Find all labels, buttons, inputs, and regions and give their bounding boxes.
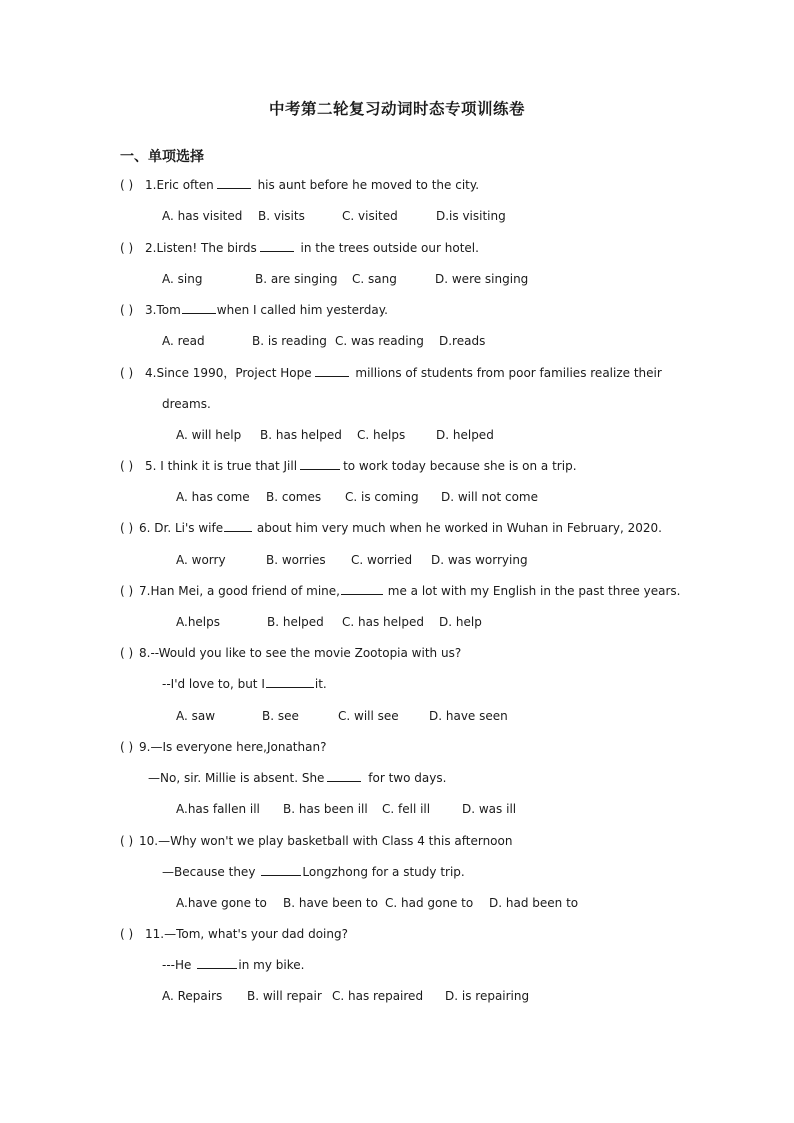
option-b[interactable]: B. has been ill — [283, 802, 368, 816]
question-stem: 2.Listen! The birds in the trees outside our hotel. — [145, 241, 479, 255]
answer-blank[interactable] — [261, 863, 301, 876]
question-stem-continued: ---He in my bike. — [162, 958, 305, 972]
option-b[interactable]: B. visits — [258, 209, 305, 223]
question-stem: 3.Tom when I called him yesterday. — [145, 303, 388, 317]
answer-blank[interactable] — [197, 956, 237, 969]
option-b[interactable]: B. is reading — [252, 334, 327, 348]
option-a[interactable]: A.helps — [176, 615, 221, 629]
answer-blank[interactable] — [315, 364, 349, 377]
option-b[interactable]: B. has helped — [260, 428, 342, 442]
question-stem: 7.Han Mei, a good friend of mine, me a lot with my English in the past three years. — [139, 584, 681, 598]
option-c[interactable]: C. worried — [351, 553, 413, 567]
option-d[interactable]: D. was worrying — [431, 553, 528, 567]
option-a[interactable]: A.have gone to — [176, 896, 267, 910]
option-a[interactable]: A. sing — [162, 272, 203, 286]
question-stem: 1.Eric often his aunt before he moved to the city. — [145, 178, 480, 192]
answer-blank[interactable] — [327, 769, 361, 782]
option-d[interactable]: D.reads — [439, 334, 486, 348]
question-stem-continued: —Because they Longzhong for a study trip. — [162, 865, 465, 879]
option-c[interactable]: C. had gone to — [385, 896, 474, 910]
answer-slot[interactable]: ( ) — [120, 241, 134, 255]
question-stem-continued: dreams. — [162, 397, 211, 411]
answer-slot[interactable]: ( ) — [120, 834, 134, 848]
question-stem: 9.—Is everyone here,Jonathan? — [139, 740, 327, 754]
option-b[interactable]: B. worries — [266, 553, 326, 567]
question-stem: 8.--Would you like to see the movie Zootopia with us? — [139, 646, 462, 660]
answer-blank[interactable] — [260, 239, 294, 252]
answer-slot[interactable]: ( ) — [120, 646, 134, 660]
answer-slot[interactable]: ( ) — [120, 303, 134, 317]
question-stem: 11.—Tom, what's your dad doing? — [145, 927, 348, 941]
answer-slot[interactable]: ( ) — [120, 740, 134, 754]
option-b[interactable]: B. comes — [266, 490, 322, 504]
answer-blank[interactable] — [300, 457, 340, 470]
option-d[interactable]: D. will not come — [441, 490, 538, 504]
option-a[interactable]: A. read — [162, 334, 205, 348]
answer-slot[interactable]: ( ) — [120, 178, 134, 192]
option-a[interactable]: A. will help — [176, 428, 242, 442]
answer-slot[interactable]: ( ) — [120, 366, 134, 380]
option-a[interactable]: A. has come — [176, 490, 250, 504]
answer-slot[interactable]: ( ) — [120, 521, 134, 535]
answer-blank[interactable] — [341, 582, 383, 595]
option-c[interactable]: C. will see — [338, 709, 399, 723]
answer-slot[interactable]: ( ) — [120, 584, 134, 598]
option-a[interactable]: A. Repairs — [162, 989, 223, 1003]
question-stem: 4.Since 1990，Project Hope millions of students from poor families realize their — [145, 366, 662, 380]
option-c[interactable]: C. has repaired — [332, 989, 424, 1003]
answer-blank[interactable] — [182, 301, 216, 314]
question-stem: 5. I think it is true that Jill to work today because she is on a trip. — [145, 459, 577, 473]
option-c[interactable]: C. was reading — [335, 334, 424, 348]
answer-blank[interactable] — [224, 519, 252, 532]
question-stem: 6. Dr. Li's wife about him very much when he worked in Wuhan in February, 2020. — [139, 521, 662, 535]
option-c[interactable]: C. sang — [352, 272, 397, 286]
option-d[interactable]: D. help — [439, 615, 482, 629]
option-d[interactable]: D. was ill — [462, 802, 517, 816]
answer-blank[interactable] — [217, 176, 251, 189]
option-a[interactable]: A. worry — [176, 553, 226, 567]
option-c[interactable]: C. helps — [357, 428, 406, 442]
answer-blank[interactable] — [266, 675, 314, 688]
option-c[interactable]: C. visited — [342, 209, 398, 223]
answer-slot[interactable]: ( ) — [120, 459, 134, 473]
option-b[interactable]: B. will repair — [247, 989, 322, 1003]
section-heading: 一、单项选择 — [120, 149, 204, 165]
option-b[interactable]: B. are singing — [255, 272, 338, 286]
option-d[interactable]: D. were singing — [435, 272, 529, 286]
option-c[interactable]: C. fell ill — [382, 802, 431, 816]
option-d[interactable]: D. had been to — [489, 896, 579, 910]
question-stem: 10.—Why won't we play basketball with Class 4 this afternoon — [139, 834, 513, 848]
page-title: 中考第二轮复习动词时态专项训练卷 — [268, 100, 525, 118]
option-b[interactable]: B. have been to — [283, 896, 378, 910]
option-a[interactable]: A. has visited — [162, 209, 243, 223]
option-b[interactable]: B. helped — [267, 615, 324, 629]
question-stem-continued: --I'd love to, but I it. — [162, 677, 327, 691]
option-d[interactable]: D.is visiting — [436, 209, 506, 223]
answer-slot[interactable]: ( ) — [120, 927, 134, 941]
option-d[interactable]: D. helped — [436, 428, 494, 442]
option-c[interactable]: C. is coming — [345, 490, 419, 504]
option-d[interactable]: D. is repairing — [445, 989, 530, 1003]
option-a[interactable]: A.has fallen ill — [176, 802, 260, 816]
option-d[interactable]: D. have seen — [429, 709, 508, 723]
option-c[interactable]: C. has helped — [342, 615, 424, 629]
question-stem-continued: —No, sir. Millie is absent. She for two days. — [148, 771, 447, 785]
option-a[interactable]: A. saw — [176, 709, 216, 723]
option-b[interactable]: B. see — [262, 709, 299, 723]
